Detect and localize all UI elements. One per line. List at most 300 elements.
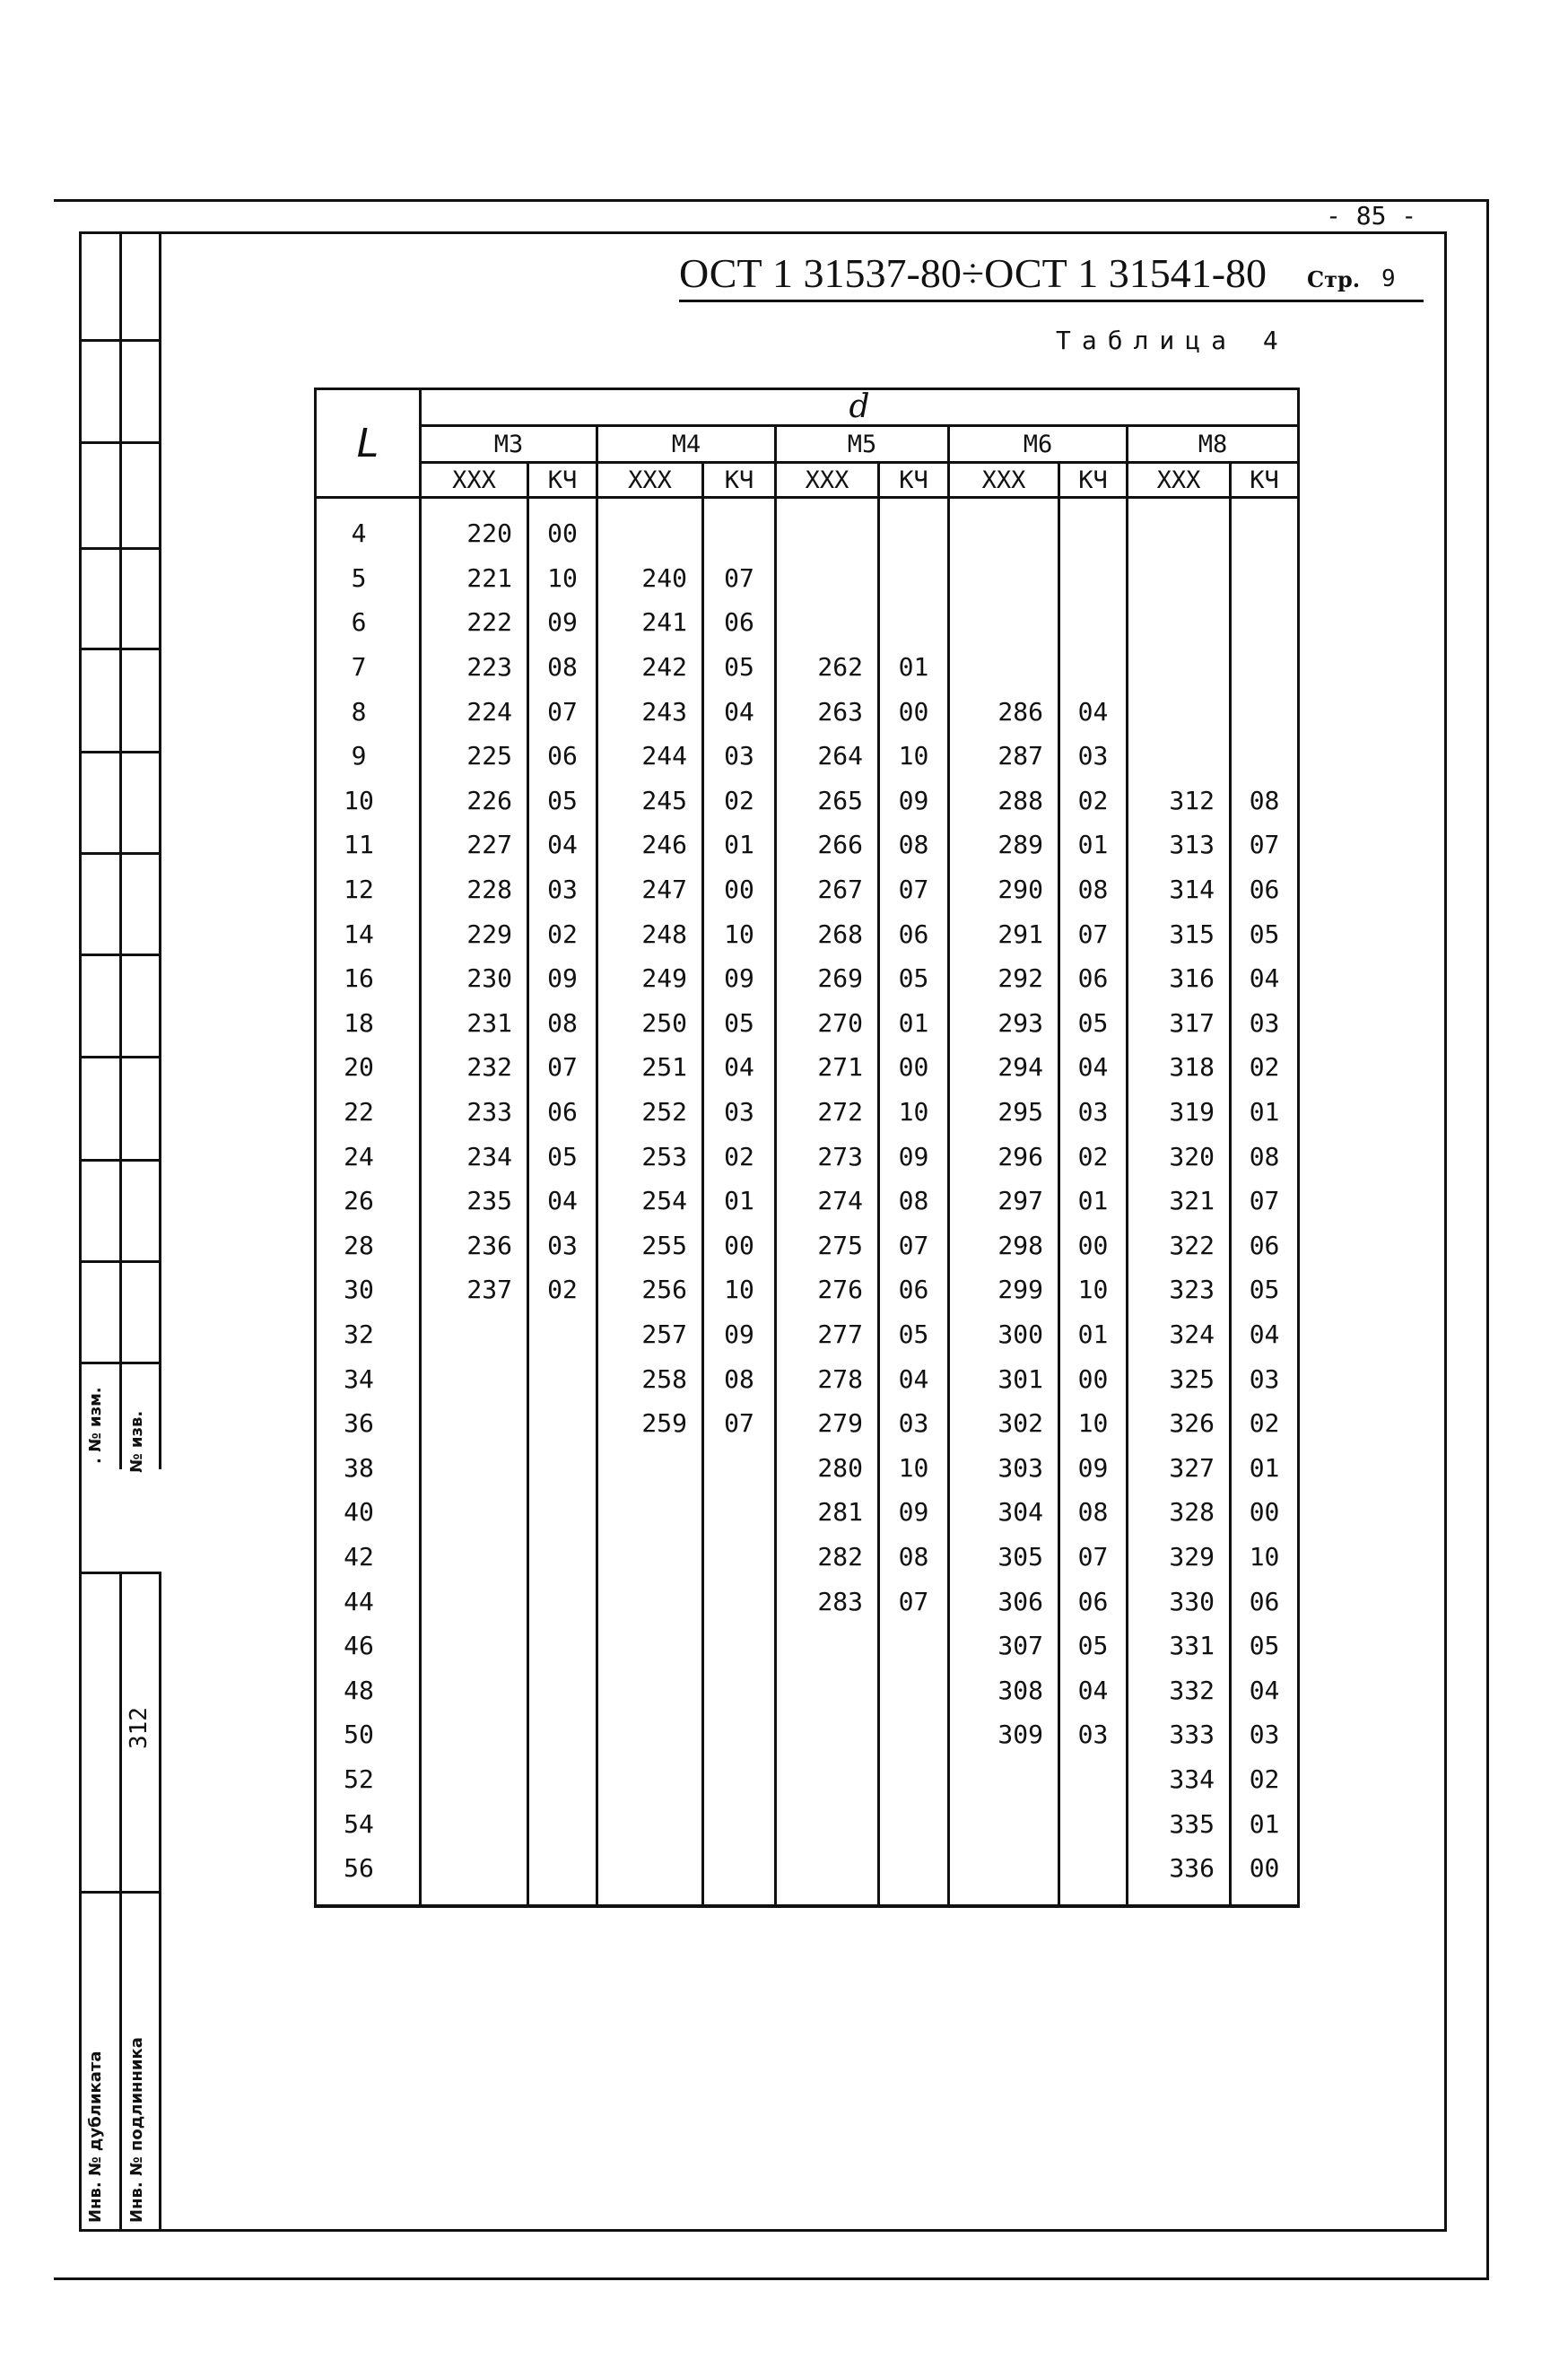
sub-header-xxx: ХХХ	[421, 463, 528, 498]
cell-xxx: 322	[1128, 1224, 1231, 1268]
cell-xxx: 295	[949, 1090, 1059, 1135]
cell-xxx	[1128, 498, 1231, 556]
table-row	[316, 1224, 1299, 1268]
table-row	[316, 956, 1299, 1001]
cell-kch: 05	[1231, 1267, 1299, 1312]
cell-kch: 02	[1059, 1134, 1128, 1179]
cell-kch: 03	[1231, 1712, 1299, 1757]
cell-kch: 00	[1231, 1490, 1299, 1535]
cell-xxx: 253	[597, 1134, 703, 1179]
cell-kch: 07	[1059, 911, 1128, 956]
cell-xxx: 235	[421, 1179, 528, 1224]
cell-L: 42	[316, 1535, 421, 1580]
cell-L: 16	[316, 956, 421, 1001]
cell-L: 44	[316, 1579, 421, 1624]
table-row	[316, 1045, 1299, 1090]
cell-xxx: 230	[421, 956, 528, 1001]
cell-xxx: 332	[1128, 1668, 1231, 1712]
cell-kch: 06	[528, 1090, 597, 1135]
cell-xxx: 280	[776, 1445, 879, 1490]
table-row	[316, 1535, 1299, 1580]
cell-kch: 02	[528, 911, 597, 956]
table-row	[316, 1001, 1299, 1046]
cell-xxx: 304	[949, 1490, 1059, 1535]
cell-xxx	[776, 1668, 879, 1712]
cell-kch: 08	[879, 1535, 949, 1580]
cell-kch: 07	[1231, 1179, 1299, 1224]
cell-xxx: 227	[421, 823, 528, 867]
col-header-L: L	[316, 389, 421, 498]
table-row	[316, 734, 1299, 779]
cell-kch: 03	[528, 867, 597, 912]
cell-xxx: 271	[776, 1045, 879, 1090]
cell-kch: 10	[1059, 1267, 1128, 1312]
cell-kch: 05	[1231, 911, 1299, 956]
cell-xxx: 273	[776, 1134, 879, 1179]
cell-xxx: 270	[776, 1001, 879, 1046]
group-header: М8	[1128, 426, 1299, 463]
cell-kch: 03	[1059, 734, 1128, 779]
cell-xxx: 221	[421, 556, 528, 601]
table-row	[316, 867, 1299, 912]
cell-xxx	[1128, 556, 1231, 601]
cell-kch: 10	[1231, 1535, 1299, 1580]
cell-kch: 00	[1059, 1356, 1128, 1401]
table-row	[316, 498, 1299, 556]
sub-header-kch: КЧ	[879, 463, 949, 498]
cell-kch: 10	[703, 1267, 776, 1312]
cell-kch: 09	[1059, 1445, 1128, 1490]
cell-kch	[703, 1668, 776, 1712]
cell-kch: 01	[1231, 1445, 1299, 1490]
cell-kch: 00	[528, 498, 597, 556]
frame-bottom-line	[54, 2277, 1489, 2280]
cell-L: 48	[316, 1668, 421, 1712]
cell-xxx: 296	[949, 1134, 1059, 1179]
cell-xxx: 307	[949, 1624, 1059, 1668]
cell-L: 54	[316, 1801, 421, 1846]
stamp-orig-inv: Инв. № подлинника	[127, 2037, 146, 2223]
cell-kch: 03	[703, 734, 776, 779]
cell-kch: 08	[528, 645, 597, 690]
cell-xxx: 246	[597, 823, 703, 867]
stamp-orig-number: 312	[126, 1707, 152, 1749]
cell-xxx: 278	[776, 1356, 879, 1401]
cell-kch	[703, 1712, 776, 1757]
cell-kch	[703, 1801, 776, 1846]
data-table	[314, 388, 1300, 1908]
cell-kch: 08	[879, 1179, 949, 1224]
cell-xxx: 298	[949, 1224, 1059, 1268]
cell-L: 28	[316, 1224, 421, 1268]
cell-kch	[879, 556, 949, 601]
cell-kch	[879, 1801, 949, 1846]
cell-xxx	[421, 1445, 528, 1490]
cell-kch: 07	[1231, 823, 1299, 867]
table-row	[316, 1712, 1299, 1757]
frame-right-line	[1486, 199, 1489, 2280]
cell-xxx	[949, 1757, 1059, 1802]
cell-xxx: 236	[421, 1224, 528, 1268]
cell-kch: 02	[1231, 1045, 1299, 1090]
cell-kch	[528, 1535, 597, 1580]
cell-kch	[1059, 645, 1128, 690]
table-row	[316, 1090, 1299, 1135]
cell-kch	[879, 600, 949, 645]
title-underline	[679, 300, 1424, 302]
cell-L: 11	[316, 823, 421, 867]
header-row-sub	[316, 463, 1299, 498]
cell-kch: 06	[1231, 1579, 1299, 1624]
cell-kch: 02	[1231, 1757, 1299, 1802]
cell-xxx: 272	[776, 1090, 879, 1135]
cell-xxx	[1128, 689, 1231, 734]
cell-kch: 06	[1059, 956, 1128, 1001]
cell-xxx: 254	[597, 1179, 703, 1224]
page-label: Стр.	[1307, 266, 1361, 292]
stamp-row-line	[79, 1260, 161, 1263]
cell-kch: 05	[703, 1001, 776, 1046]
page-number: - 85 -	[1326, 201, 1417, 231]
cell-kch	[528, 1668, 597, 1712]
cell-xxx: 315	[1128, 911, 1231, 956]
cell-L: 12	[316, 867, 421, 912]
cell-kch: 02	[1231, 1401, 1299, 1446]
cell-kch	[528, 1846, 597, 1907]
cell-kch	[703, 1579, 776, 1624]
cell-xxx: 297	[949, 1179, 1059, 1224]
cell-xxx	[1128, 645, 1231, 690]
table-row	[316, 1668, 1299, 1712]
cell-kch: 04	[1231, 1668, 1299, 1712]
cell-L: 26	[316, 1179, 421, 1224]
cell-L: 40	[316, 1490, 421, 1535]
cell-xxx: 252	[597, 1090, 703, 1135]
cell-kch	[528, 1712, 597, 1757]
cell-kch: 04	[528, 1179, 597, 1224]
cell-kch	[528, 1801, 597, 1846]
cell-kch: 10	[703, 911, 776, 956]
stamp-row-line	[79, 441, 161, 444]
cell-kch	[879, 1712, 949, 1757]
cell-L: 32	[316, 1312, 421, 1357]
cell-kch: 04	[703, 1045, 776, 1090]
cell-kch: 06	[703, 600, 776, 645]
cell-xxx: 300	[949, 1312, 1059, 1357]
cell-xxx: 263	[776, 689, 879, 734]
cell-kch: 10	[879, 1445, 949, 1490]
cell-kch: 02	[1059, 779, 1128, 823]
cell-kch: 09	[528, 600, 597, 645]
cell-xxx: 312	[1128, 779, 1231, 823]
cell-xxx: 256	[597, 1267, 703, 1312]
cell-kch: 07	[528, 1045, 597, 1090]
cell-xxx	[421, 1801, 528, 1846]
cell-xxx: 255	[597, 1224, 703, 1268]
table-row	[316, 1801, 1299, 1846]
cell-xxx	[1128, 734, 1231, 779]
cell-xxx: 262	[776, 645, 879, 690]
cell-kch	[1059, 600, 1128, 645]
cell-kch	[1059, 556, 1128, 601]
cell-xxx: 313	[1128, 823, 1231, 867]
cell-kch: 02	[703, 1134, 776, 1179]
cell-kch	[879, 1668, 949, 1712]
cell-kch: 09	[879, 1134, 949, 1179]
cell-kch: 05	[879, 956, 949, 1001]
table-row	[316, 1490, 1299, 1535]
table-row	[316, 1624, 1299, 1668]
cell-xxx: 237	[421, 1267, 528, 1312]
cell-xxx: 266	[776, 823, 879, 867]
cell-kch: 10	[879, 734, 949, 779]
cell-kch	[703, 498, 776, 556]
cell-xxx: 303	[949, 1445, 1059, 1490]
cell-xxx: 336	[1128, 1846, 1231, 1907]
cell-kch: 04	[1059, 1668, 1128, 1712]
cell-xxx: 302	[949, 1401, 1059, 1446]
cell-xxx	[597, 1490, 703, 1535]
cell-xxx	[949, 498, 1059, 556]
stamp-row-line	[79, 339, 161, 342]
cell-kch	[703, 1445, 776, 1490]
cell-xxx: 289	[949, 823, 1059, 867]
cell-xxx: 330	[1128, 1579, 1231, 1624]
stamp-row-line	[79, 547, 161, 550]
sub-header-xxx: ХХХ	[776, 463, 879, 498]
cell-xxx: 319	[1128, 1090, 1231, 1135]
cell-kch: 04	[1059, 689, 1128, 734]
cell-kch: 03	[1059, 1090, 1128, 1135]
cell-kch	[1059, 1801, 1128, 1846]
stamp-row-line	[79, 852, 161, 855]
cell-kch: 07	[879, 1224, 949, 1268]
cell-kch	[1231, 498, 1299, 556]
cell-kch	[879, 498, 949, 556]
cell-xxx	[421, 1312, 528, 1357]
cell-xxx: 225	[421, 734, 528, 779]
cell-xxx: 226	[421, 779, 528, 823]
cell-kch: 07	[528, 689, 597, 734]
cell-xxx: 301	[949, 1356, 1059, 1401]
cell-xxx: 244	[597, 734, 703, 779]
sub-header-kch: КЧ	[1059, 463, 1128, 498]
cell-xxx: 287	[949, 734, 1059, 779]
stamp-row-line	[79, 954, 161, 956]
cell-kch	[1231, 600, 1299, 645]
cell-xxx: 314	[1128, 867, 1231, 912]
cell-xxx: 232	[421, 1045, 528, 1090]
cell-xxx	[421, 1846, 528, 1907]
table-row	[316, 1757, 1299, 1802]
cell-kch: 00	[879, 1045, 949, 1090]
cell-kch: 05	[528, 1134, 597, 1179]
cell-kch: 09	[879, 1490, 949, 1535]
cell-xxx: 268	[776, 911, 879, 956]
cell-kch: 04	[703, 689, 776, 734]
cell-kch: 02	[528, 1267, 597, 1312]
cell-kch: 07	[879, 1579, 949, 1624]
group-header: М3	[421, 426, 597, 463]
cell-xxx: 317	[1128, 1001, 1231, 1046]
cell-xxx: 259	[597, 1401, 703, 1446]
cell-xxx	[421, 1401, 528, 1446]
cell-L: 36	[316, 1401, 421, 1446]
cell-kch: 09	[703, 956, 776, 1001]
cell-xxx: 228	[421, 867, 528, 912]
cell-xxx	[421, 1535, 528, 1580]
cell-L: 24	[316, 1134, 421, 1179]
col-header-d: d	[421, 389, 1299, 426]
cell-xxx	[776, 1801, 879, 1846]
cell-L: 50	[316, 1712, 421, 1757]
cell-xxx: 234	[421, 1134, 528, 1179]
cell-xxx	[421, 1668, 528, 1712]
cell-kch	[528, 1757, 597, 1802]
cell-xxx: 229	[421, 911, 528, 956]
group-header: М4	[597, 426, 776, 463]
cell-kch: 02	[703, 779, 776, 823]
cell-xxx	[776, 1757, 879, 1802]
cell-xxx	[949, 556, 1059, 601]
cell-xxx: 279	[776, 1401, 879, 1446]
cell-kch: 06	[879, 911, 949, 956]
cell-xxx	[597, 1712, 703, 1757]
cell-kch: 06	[1231, 867, 1299, 912]
document-title: ОСТ 1 31537-80÷ОСТ 1 31541-80	[679, 250, 1267, 296]
cell-kch	[528, 1445, 597, 1490]
cell-xxx: 325	[1128, 1356, 1231, 1401]
cell-xxx	[421, 1624, 528, 1668]
sub-header-kch: КЧ	[703, 463, 776, 498]
cell-kch	[1059, 498, 1128, 556]
cell-xxx: 321	[1128, 1179, 1231, 1224]
cell-xxx	[421, 1356, 528, 1401]
cell-xxx	[1128, 600, 1231, 645]
cell-kch	[1231, 689, 1299, 734]
cell-xxx	[776, 556, 879, 601]
cell-kch	[879, 1624, 949, 1668]
cell-kch: 04	[1059, 1045, 1128, 1090]
cell-kch: 06	[1059, 1579, 1128, 1624]
cell-kch: 04	[1231, 1312, 1299, 1357]
cell-kch: 09	[703, 1312, 776, 1357]
cell-xxx: 328	[1128, 1490, 1231, 1535]
cell-xxx: 326	[1128, 1401, 1231, 1446]
cell-kch: 01	[1059, 1179, 1128, 1224]
group-header: М6	[949, 426, 1128, 463]
cell-xxx	[421, 1579, 528, 1624]
cell-kch	[528, 1356, 597, 1401]
cell-kch: 08	[703, 1356, 776, 1401]
cell-kch: 05	[879, 1312, 949, 1357]
cell-xxx	[597, 1535, 703, 1580]
cell-xxx	[421, 1490, 528, 1535]
cell-xxx	[597, 1757, 703, 1802]
cell-kch: 04	[1231, 956, 1299, 1001]
cell-xxx: 220	[421, 498, 528, 556]
cell-xxx: 265	[776, 779, 879, 823]
cell-xxx: 258	[597, 1356, 703, 1401]
cell-kch: 01	[1059, 823, 1128, 867]
stamp-row-line	[79, 1891, 161, 1894]
cell-L: 18	[316, 1001, 421, 1046]
stamp-row-line	[79, 751, 161, 753]
sub-header-xxx: ХХХ	[597, 463, 703, 498]
cell-kch	[879, 1757, 949, 1802]
cell-L: 10	[316, 779, 421, 823]
cell-xxx: 334	[1128, 1757, 1231, 1802]
cell-xxx: 264	[776, 734, 879, 779]
cell-kch	[528, 1312, 597, 1357]
cell-xxx: 318	[1128, 1045, 1231, 1090]
stamp-change-no-1: . № изм.	[86, 1387, 105, 1464]
cell-xxx	[776, 1624, 879, 1668]
cell-kch: 08	[879, 823, 949, 867]
cell-kch: 06	[528, 734, 597, 779]
cell-kch	[1059, 1846, 1128, 1907]
stamp-row-line	[79, 1362, 161, 1364]
cell-xxx: 286	[949, 689, 1059, 734]
cell-xxx: 308	[949, 1668, 1059, 1712]
table-row	[316, 1846, 1299, 1907]
cell-L: 4	[316, 498, 421, 556]
cell-xxx: 222	[421, 600, 528, 645]
cell-kch: 05	[528, 779, 597, 823]
table-row	[316, 1312, 1299, 1357]
cell-xxx	[597, 498, 703, 556]
cell-kch: 10	[1059, 1401, 1128, 1446]
cell-xxx: 335	[1128, 1801, 1231, 1846]
cell-xxx: 323	[1128, 1267, 1231, 1312]
cell-xxx: 333	[1128, 1712, 1231, 1757]
sub-header-kch: КЧ	[1231, 463, 1299, 498]
cell-kch	[1231, 556, 1299, 601]
cell-xxx	[421, 1712, 528, 1757]
cell-xxx	[597, 1624, 703, 1668]
cell-kch: 04	[528, 823, 597, 867]
cell-xxx: 327	[1128, 1445, 1231, 1490]
cell-xxx: 316	[1128, 956, 1231, 1001]
table-row	[316, 1401, 1299, 1446]
cell-xxx: 240	[597, 556, 703, 601]
cell-xxx	[597, 1579, 703, 1624]
cell-kch	[528, 1401, 597, 1446]
cell-L: 38	[316, 1445, 421, 1490]
cell-xxx	[949, 1801, 1059, 1846]
cell-kch: 08	[1231, 779, 1299, 823]
cell-L: 6	[316, 600, 421, 645]
cell-kch: 06	[1231, 1224, 1299, 1268]
cell-kch: 10	[528, 556, 597, 601]
table-row	[316, 779, 1299, 823]
cell-kch: 07	[703, 1401, 776, 1446]
cell-xxx: 283	[776, 1579, 879, 1624]
cell-L: 56	[316, 1846, 421, 1907]
cell-xxx: 291	[949, 911, 1059, 956]
cell-L: 30	[316, 1267, 421, 1312]
table-row	[316, 1356, 1299, 1401]
cell-xxx: 299	[949, 1267, 1059, 1312]
cell-xxx: 247	[597, 867, 703, 912]
sub-header-xxx: ХХХ	[1128, 463, 1231, 498]
cell-xxx: 249	[597, 956, 703, 1001]
table-row	[316, 1445, 1299, 1490]
cell-kch: 07	[879, 867, 949, 912]
cell-xxx: 282	[776, 1535, 879, 1580]
cell-kch: 00	[879, 689, 949, 734]
cell-xxx: 250	[597, 1001, 703, 1046]
